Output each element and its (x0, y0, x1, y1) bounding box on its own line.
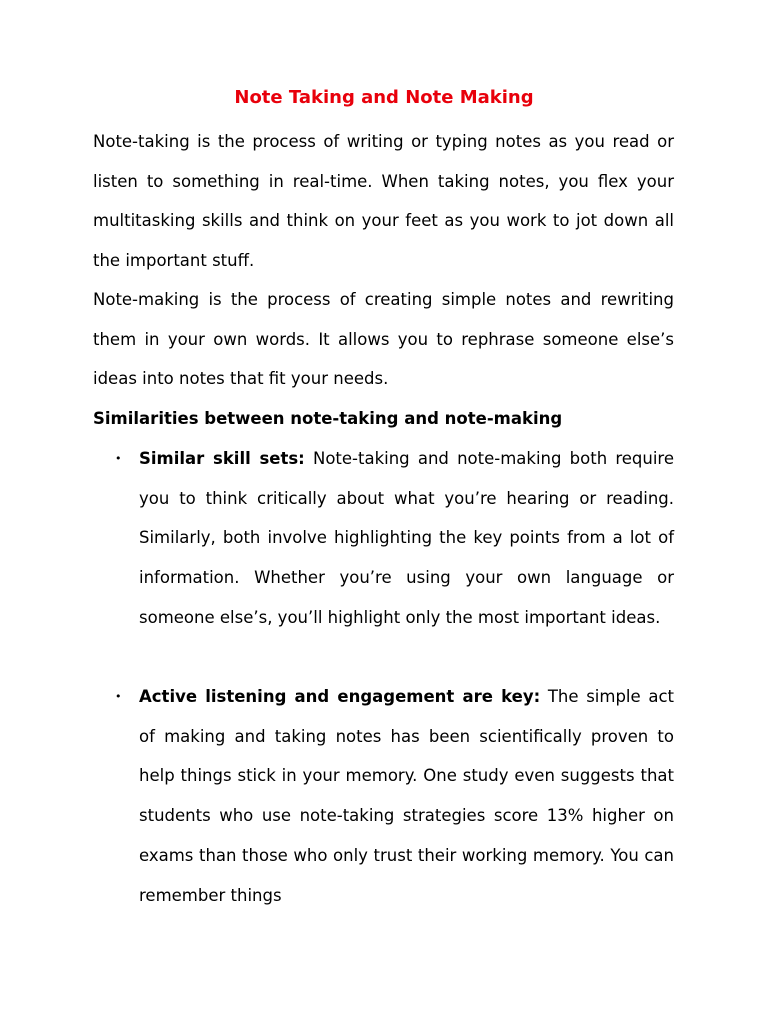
section-heading: Similarities between note-taking and note-making (93, 409, 563, 428)
bullet-label: Active listening and engagement are key: (139, 687, 541, 706)
paragraph-note-making: Note-making is the process of creating simple notes and rewriting them in your own words. It allows you to rephrase someone else’s ideas into notes that fit your needs. (93, 290, 674, 389)
bullet-item-similar-skill-sets (115, 439, 675, 638)
document-title: Note Taking and Note Making (234, 87, 534, 108)
paragraph-note-taking: Note-taking is the process of writing or typing notes as you read or listen to something in real-time. When taking notes, you flex your multitasking skills and think on your feet as you work to jot down all the important stuff. (93, 132, 674, 271)
bullet-text: The simple act of making and taking notes has been scientifically proven to help things stick in your memory. One study even suggests that students who use note-taking strategies score 13% higher on exams than those who only trust their working memory. You can remember things (139, 687, 674, 905)
bullet-marker: • (115, 690, 122, 703)
bullet-item-active-listening (115, 677, 674, 915)
bullet-label: Similar skill sets: (139, 449, 305, 468)
bullet-text: Note-taking and note-making both require you to think critically about what you’re hearing or reading. Similarly, both involve highlighting the key points from a lot of information. Whether you’re using your own language or someone else’s, you’ll highlight only the most important ideas. (139, 449, 675, 627)
bullet-marker: • (115, 452, 122, 465)
